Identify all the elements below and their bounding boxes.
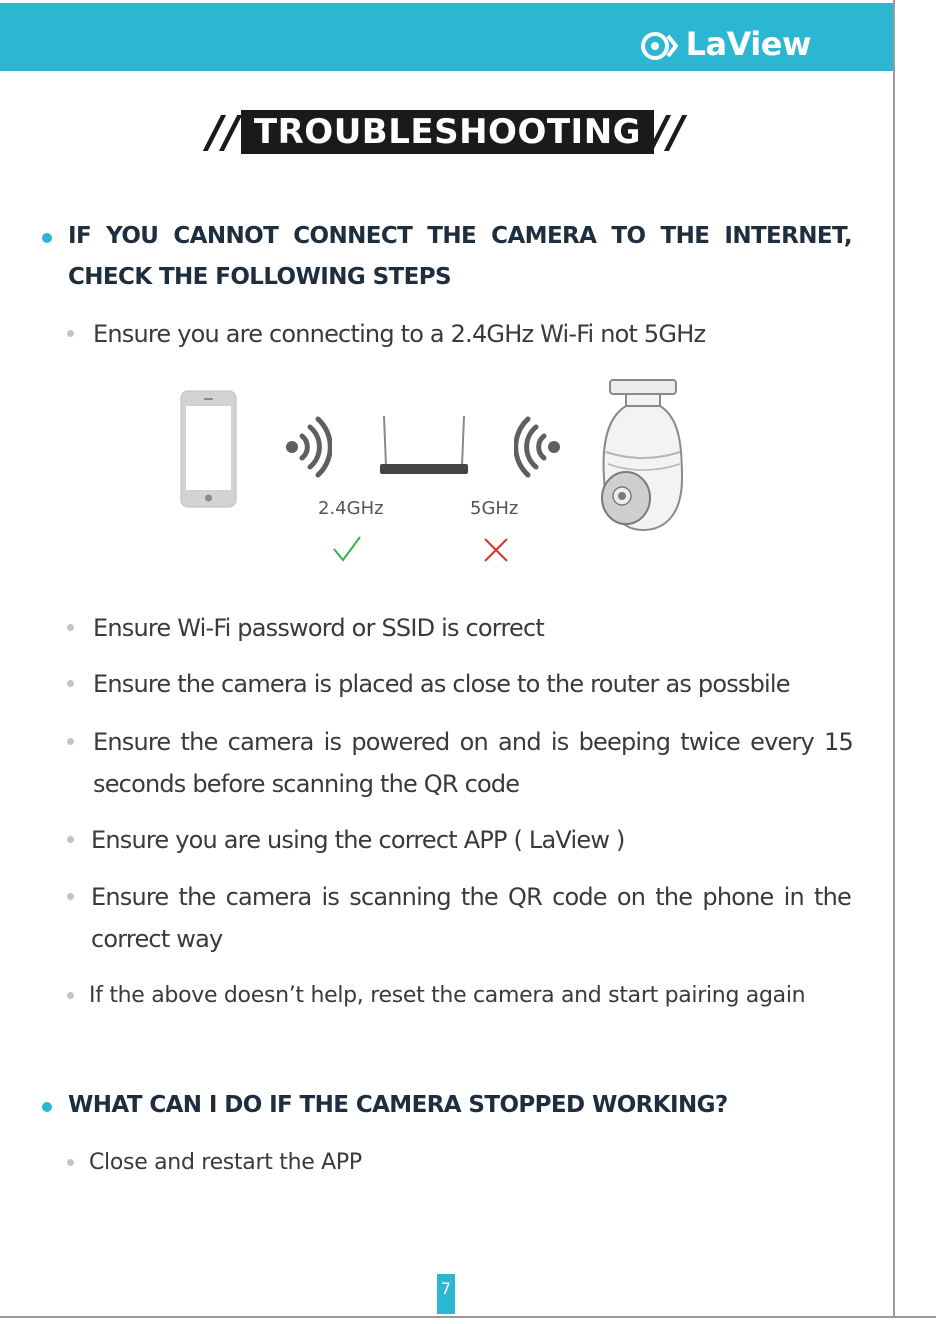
left-slash-decoration: // <box>207 107 240 158</box>
list-item: Ensure the camera is scanning the QR code on the phone in the correct way <box>91 883 851 953</box>
list-item: If the above doesn’t help, reset the camera and start pairing again <box>89 983 806 1008</box>
section-heading-connect: IF YOU CANNOT CONNECT THE CAMERA TO THE INTERNET, CHECK THE FOLLOWING STEPS <box>68 223 852 290</box>
list-bullet <box>67 680 74 687</box>
logo-eye-icon <box>638 28 678 60</box>
brand-logo <box>638 25 811 63</box>
list-item: Ensure you are using the correct APP ( LaView ) <box>91 826 625 854</box>
section-bullet <box>42 233 52 243</box>
cross-icon <box>482 536 510 564</box>
header-bar <box>0 3 893 71</box>
list-item: Ensure the camera is placed as close to the router as possbile <box>93 670 790 698</box>
signal-waves-left-icon <box>514 416 564 478</box>
right-slash-decoration: // <box>652 107 685 158</box>
list-bullet <box>67 1159 74 1166</box>
router-icon <box>378 414 470 476</box>
list-bullet <box>67 624 74 631</box>
page-number: 7 <box>437 1274 455 1314</box>
freq-label-bad: 5GHz <box>470 498 519 519</box>
list-bullet <box>67 992 74 999</box>
signal-waves-right-icon <box>282 416 332 478</box>
list-item: Ensure Wi-Fi password or SSID is correct <box>93 614 544 642</box>
list-item: Close and restart the APP <box>89 1150 362 1175</box>
list-bullet <box>67 738 74 745</box>
list-item: Ensure you are connecting to a 2.4GHz Wi-Fi not 5GHz <box>93 320 706 348</box>
page-frame-bottom <box>0 1316 936 1318</box>
list-bullet <box>67 893 74 900</box>
title-banner <box>205 108 690 158</box>
page-frame-right <box>893 0 895 1318</box>
logo-text: LaView <box>685 25 811 63</box>
list-item: Ensure the camera is powered on and is beeping twice every 15 seconds before scanning the QR code <box>93 728 853 798</box>
list-bullet <box>67 836 74 843</box>
camera-icon <box>600 378 686 536</box>
section-heading-stopped-working: WHAT CAN I DO IF THE CAMERA STOPPED WORKING? <box>68 1092 728 1118</box>
section-bullet <box>42 1102 52 1112</box>
check-icon <box>332 534 362 564</box>
wifi-diagram <box>170 376 690 576</box>
smartphone-icon <box>180 390 237 508</box>
page-title: TROUBLESHOOTING <box>241 110 654 154</box>
freq-label-ok: 2.4GHz <box>318 498 384 519</box>
list-bullet <box>67 330 74 337</box>
